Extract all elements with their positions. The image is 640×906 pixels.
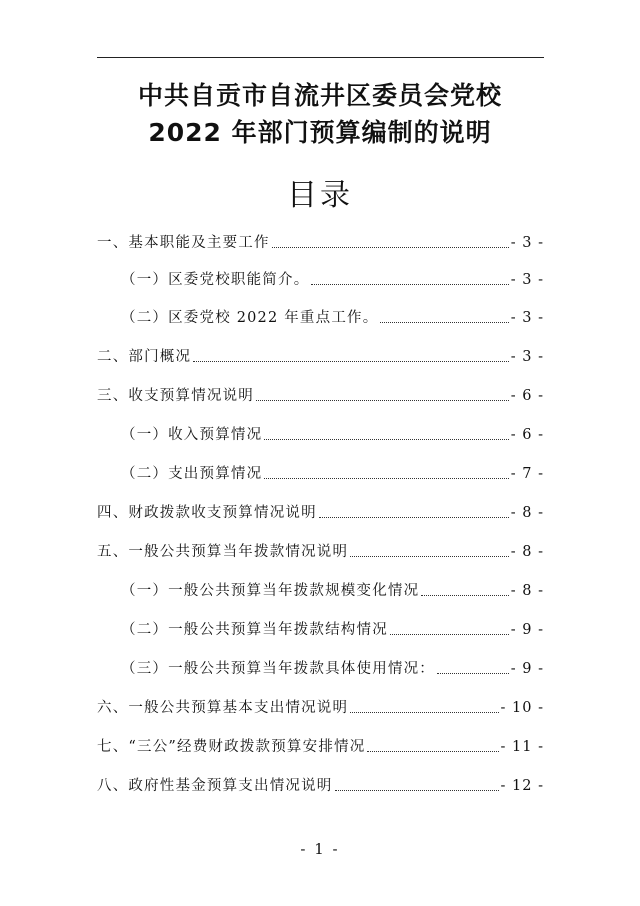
toc-leader-dots	[264, 439, 508, 440]
toc-entry[interactable]	[121, 304, 544, 328]
toc-entry-page: - 11 -	[500, 739, 544, 755]
toc-leader-dots	[350, 556, 509, 557]
toc-entry[interactable]	[121, 266, 544, 290]
document-title-line-2: 2022 年部门预算编制的说明	[148, 118, 492, 147]
toc-entry-page: - 3 -	[510, 272, 544, 288]
toc-entry-page: - 7 -	[510, 466, 544, 482]
toc-entry[interactable]	[121, 577, 544, 601]
toc-entry-label: 三、收支预算情况说明	[97, 388, 254, 404]
toc-entry-label: （一）收入预算情况	[121, 427, 263, 443]
toc-leader-dots	[272, 247, 509, 248]
toc-leader-dots	[390, 634, 509, 635]
toc-entry-label: （一）一般公共预算当年拨款规模变化情况	[121, 583, 420, 599]
toc-entry-page: - 12 -	[500, 778, 544, 794]
toc-entry[interactable]	[121, 460, 544, 484]
toc-entry[interactable]	[97, 229, 544, 253]
toc-entry-page: - 8 -	[510, 544, 544, 560]
toc-entry[interactable]	[121, 616, 544, 640]
toc-entry[interactable]	[121, 655, 544, 679]
toc-entry-label: 五、一般公共预算当年拨款情况说明	[97, 544, 349, 560]
toc-entry-page: - 10 -	[500, 700, 544, 716]
toc-entry-page: - 3 -	[510, 349, 544, 365]
toc-entry-label: 一、基本职能及主要工作	[97, 235, 270, 251]
toc-leader-dots	[421, 595, 508, 596]
toc-entry-label: （一）区委党校职能简介。	[121, 272, 310, 288]
toc-leader-dots	[311, 284, 508, 285]
toc-heading: 目录	[287, 178, 353, 213]
toc-entry-page: - 3 -	[510, 310, 544, 326]
toc-entry[interactable]	[97, 772, 544, 796]
toc-leader-dots	[437, 673, 509, 674]
toc-entry-label: （三）一般公共预算当年拨款具体使用情况：	[121, 661, 435, 677]
toc-entry-label: 二、部门概况	[97, 349, 192, 365]
toc-entry[interactable]	[121, 421, 544, 445]
toc-entry[interactable]	[97, 382, 544, 406]
toc-entry-label: （二）支出预算情况	[121, 466, 263, 482]
toc-leader-dots	[264, 478, 508, 479]
toc-leader-dots	[380, 322, 508, 323]
toc-entry-page: - 8 -	[510, 583, 544, 599]
toc-entry-page: - 9 -	[510, 622, 544, 638]
toc-entry[interactable]	[97, 733, 544, 757]
toc-leader-dots	[256, 400, 509, 401]
toc-entry-label: 四、财政拨款收支预算情况说明	[97, 505, 317, 521]
toc-entry-page: - 6 -	[510, 388, 544, 404]
toc-entry[interactable]	[97, 538, 544, 562]
toc-entry-page: - 6 -	[510, 427, 544, 443]
toc-leader-dots	[367, 751, 498, 752]
toc-entry-page: - 8 -	[510, 505, 544, 521]
toc-leader-dots	[350, 712, 498, 713]
toc-entry[interactable]	[97, 694, 544, 718]
toc-entry-label: （二）区委党校 2022 年重点工作。	[121, 310, 379, 326]
document-title-line-1: 中共自贡市自流井区委员会党校	[137, 81, 502, 110]
toc-entry-page: - 9 -	[510, 661, 544, 677]
toc-leader-dots	[193, 361, 509, 362]
toc-entry-label: 七、“三公”经费财政拨款预算安排情况	[97, 739, 366, 755]
toc-entry-label: 八、政府性基金预算支出情况说明	[97, 778, 333, 794]
toc-entry-label: 六、一般公共预算基本支出情况说明	[97, 700, 349, 716]
header-rule	[97, 57, 544, 58]
toc-leader-dots	[319, 517, 509, 518]
toc-entry-page: - 3 -	[510, 235, 544, 251]
toc-entry-label: （二）一般公共预算当年拨款结构情况	[121, 622, 388, 638]
toc-entry[interactable]	[97, 343, 544, 367]
toc-leader-dots	[335, 790, 499, 791]
page-number: - 1 -	[300, 840, 340, 858]
toc-entry[interactable]	[97, 499, 544, 523]
